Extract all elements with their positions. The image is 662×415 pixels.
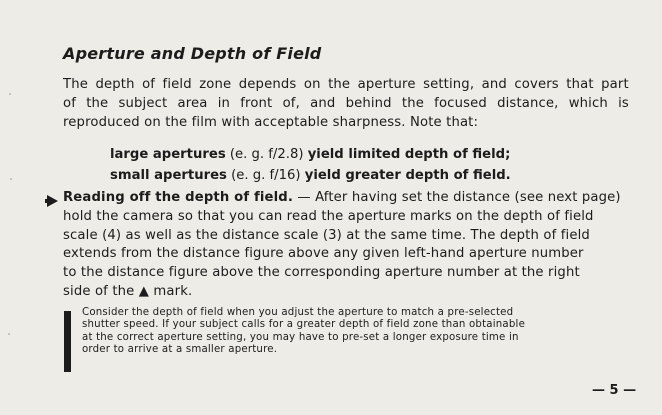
- intro-word: and: [481, 77, 507, 92]
- reading-lead: Reading off the depth of field.: [63, 190, 294, 205]
- list-subject: large apertures: [110, 147, 226, 162]
- paper-speck: [10, 178, 12, 180]
- triangle-mark-icon: ▲: [138, 283, 150, 299]
- reading-line: [63, 283, 629, 302]
- note-line: order to arrive at a smaller aperture.: [82, 343, 278, 355]
- intro-word: area: [177, 95, 208, 111]
- intro-word: the: [86, 95, 109, 111]
- intro-line: [63, 76, 629, 95]
- intro-word: the: [401, 95, 424, 111]
- intro-word: the: [328, 77, 351, 92]
- page-number: — 5 —: [592, 383, 637, 398]
- list-example: (e. g. f/16): [231, 168, 301, 183]
- reading-paragraph: [63, 189, 629, 302]
- intro-paragraph: [63, 76, 629, 132]
- aperture-list: [110, 144, 511, 186]
- intro-word: of: [63, 95, 77, 111]
- reading-line: extends from the distance figure above any given left-hand aperture number: [63, 246, 584, 262]
- note-line: Consider the depth of field when you adjust the aperture to match a pre-selected: [82, 307, 514, 318]
- intro-word: subject: [118, 95, 168, 111]
- paper-speck: [9, 93, 11, 95]
- intro-word: and: [310, 95, 336, 111]
- arrow-right-icon: [45, 194, 59, 208]
- intro-word: of,: [282, 95, 300, 111]
- note-line: shutter speed. If your subject calls for a greater depth of field zone than obtainable: [82, 319, 526, 331]
- note-line: at the correct aperture setting, you may have to pre-set a longer exposure time in: [82, 331, 519, 343]
- intro-word: setting,: [423, 77, 475, 92]
- intro-word: depends: [238, 77, 297, 92]
- intro-word: aperture: [357, 77, 416, 92]
- reading-line: [63, 189, 629, 208]
- intro-word: part: [601, 77, 629, 92]
- intro-word: front: [240, 95, 273, 111]
- intro-word: which: [568, 95, 608, 111]
- intro-word: zone: [199, 77, 232, 92]
- list-item: [110, 144, 511, 165]
- intro-word: depth: [95, 77, 135, 92]
- intro-line: reproduced on the film with acceptable sharpness. Note that:: [63, 114, 479, 130]
- reading-last-start: side of the: [63, 283, 139, 299]
- intro-word: that: [566, 77, 594, 92]
- reading-last-end: mark.: [149, 283, 193, 299]
- intro-word: covers: [514, 77, 559, 92]
- intro-word: distance,: [497, 95, 559, 111]
- reading-line: to the distance figure above the corresponding aperture number at the right: [63, 265, 580, 281]
- reading-line: scale (4) as well as the distance scale (3) at the same time. The depth of field: [63, 227, 590, 243]
- intro-word: field: [162, 77, 192, 92]
- paper-speck: [8, 333, 10, 335]
- intro-word: in: [217, 95, 231, 111]
- reading-line: hold the camera so that you can read the aperture marks on the depth of field: [63, 208, 594, 224]
- intro-word: is: [618, 95, 629, 111]
- note-block: [82, 307, 630, 356]
- intro-word: on: [303, 77, 321, 92]
- reading-first-rest: — After having set the distance (see next page): [293, 190, 621, 205]
- list-item: [110, 165, 511, 186]
- list-result: yield limited depth of field;: [307, 147, 511, 162]
- intro-word: of: [142, 77, 156, 92]
- intro-word: behind: [345, 95, 392, 111]
- list-result: yield greater depth of field.: [304, 168, 511, 183]
- list-subject: small apertures: [110, 168, 227, 183]
- intro-word: focused: [434, 95, 487, 111]
- intro-word: The: [63, 77, 88, 92]
- intro-line: [63, 95, 629, 114]
- section-heading: Aperture and Depth of Field: [63, 44, 322, 63]
- note-bar: [64, 311, 71, 372]
- list-example: (e. g. f/2.8): [229, 147, 304, 162]
